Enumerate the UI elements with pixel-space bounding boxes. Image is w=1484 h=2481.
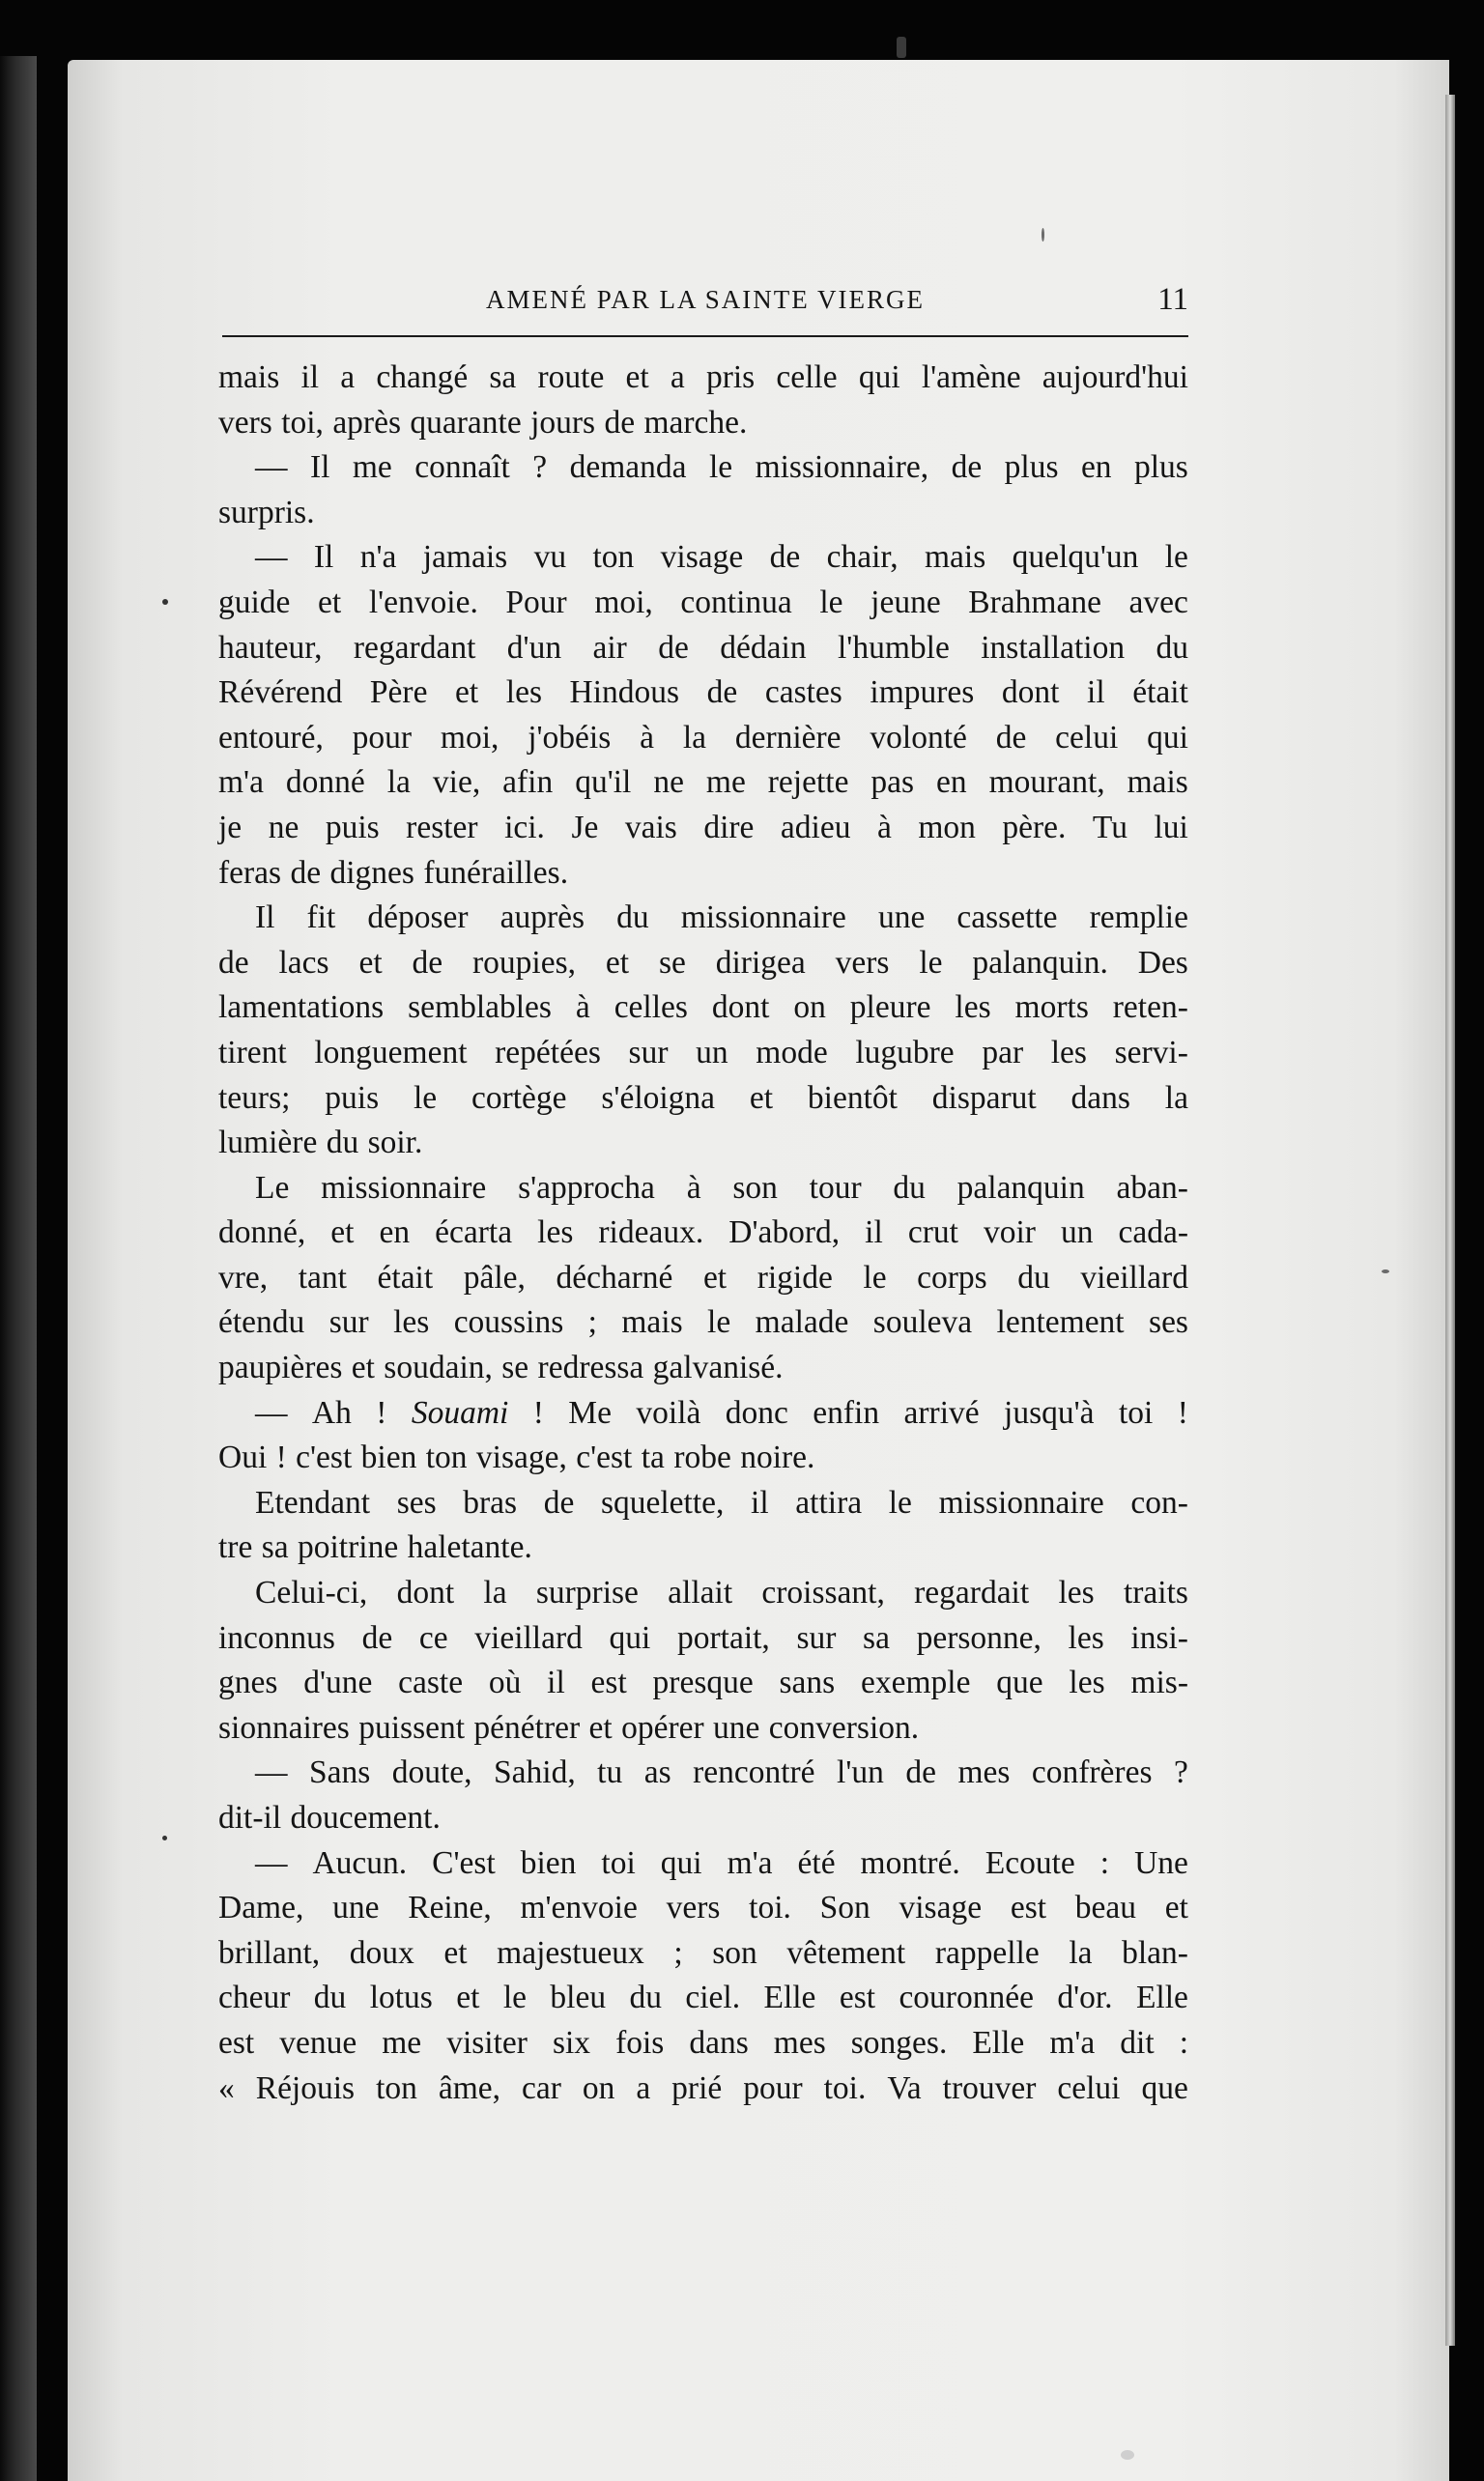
- text-line: — Aucun. C'est bien toi qui m'a été montré. Ecoute : Une: [255, 1844, 1188, 1881]
- text-line: dit-il doucement.: [218, 1800, 441, 1836]
- scan-speck: [1382, 1269, 1389, 1273]
- text-line: Le missionnaire s'approcha à son tour du palanquin aban-: [255, 1169, 1188, 1206]
- text-line: Révérend Père et les Hindous de castes impures dont il était: [218, 674, 1188, 711]
- text-line: Etendant ses bras de squelette, il attira le missionnaire con-: [255, 1484, 1188, 1521]
- running-title: AMENÉ PAR LA SAINTE VIERGE: [485, 285, 926, 314]
- text-line: hauteur, regardant d'un air de dédain l'humble installation du: [218, 629, 1188, 666]
- text-line: tre sa poitrine haletante.: [218, 1529, 532, 1566]
- text-line: Dame, une Reine, m'envoie vers toi. Son visage est beau et: [218, 1890, 1188, 1926]
- page-number: 11: [1157, 282, 1188, 317]
- text-line: brillant, doux et majestueux ; son vêtement rappelle la blan-: [218, 1934, 1188, 1971]
- text-line: guide et l'envoie. Pour moi, continua le jeune Brahmane avec: [218, 584, 1188, 620]
- text-line: vre, tant était pâle, décharné et rigide le corps du vieillard: [218, 1259, 1188, 1296]
- text-line: m'a donné la vie, afin qu'il ne me rejette pas en mourant, mais: [218, 764, 1188, 801]
- book-binding-edge: [0, 56, 37, 2481]
- text-line: gnes d'une caste où il est presque sans exemple que les mis-: [218, 1665, 1188, 1701]
- scan-mark: [897, 37, 906, 58]
- text-line: tirent longuement repétées sur un mode lugubre par les servi-: [218, 1034, 1188, 1070]
- scan-speck: [1121, 2450, 1134, 2460]
- body-text: [218, 356, 1188, 2111]
- text-line: — Ah ! Souami ! Me voilà donc enfin arrivé jusqu'à toi !: [255, 1394, 1188, 1431]
- text-line: lumière du soir.: [218, 1125, 423, 1161]
- text-line: — Il me connaît ? demanda le missionnaire, de plus en plus: [255, 449, 1188, 486]
- text-line: mais il a changé sa route et a pris celle qui l'amène aujourd'hui: [218, 359, 1188, 395]
- text-line: cheur du lotus et le bleu du ciel. Elle est couronnée d'or. Elle: [218, 1980, 1188, 2016]
- text-line: étendu sur les coussins ; mais le malade souleva lentement ses: [218, 1304, 1188, 1341]
- text-line: paupières et soudain, se redressa galvanisé.: [218, 1350, 784, 1386]
- text-line: Celui-ci, dont la surprise allait croissant, regardait les traits: [255, 1575, 1188, 1611]
- scan-speck: [162, 599, 168, 605]
- text-line: surpris.: [218, 494, 315, 530]
- text-line: sionnaires puissent pénétrer et opérer une conversion.: [218, 1709, 920, 1746]
- text-line: donné, et en écarta les rideaux. D'abord, il crut voir un cada-: [218, 1214, 1188, 1251]
- text-line: entouré, pour moi, j'obéis à la dernière volonté de celui qui: [218, 719, 1188, 756]
- text-line: inconnus de ce vieillard qui portait, sur sa personne, les insi-: [218, 1619, 1188, 1656]
- text-line: Il fit déposer auprès du missionnaire une cassette remplie: [255, 899, 1188, 936]
- header-rule: [222, 335, 1188, 337]
- text-line: Oui ! c'est bien ton visage, c'est ta robe noire.: [218, 1440, 815, 1476]
- text-line: — Sans doute, Sahid, tu as rencontré l'un de mes confrères ?: [255, 1754, 1188, 1791]
- text-line: lamentations semblables à celles dont on pleure les morts reten-: [218, 989, 1188, 1026]
- text-line: teurs; puis le cortège s'éloigna et bientôt disparut dans la: [218, 1079, 1188, 1116]
- text-line: « Réjouis ton âme, car on a prié pour toi. Va trouver celui que: [218, 2069, 1188, 2106]
- running-head: [222, 280, 1188, 328]
- text-line: de lacs et de roupies, et se dirigea vers le palanquin. Des: [218, 944, 1188, 981]
- text-line: est venue me visiter six fois dans mes songes. Elle m'a dit :: [218, 2024, 1188, 2061]
- scan-speck: [162, 1836, 167, 1840]
- scan-speck: [1042, 228, 1044, 242]
- text-line: je ne puis rester ici. Je vais dire adieu à mon père. Tu lui: [218, 809, 1188, 845]
- page-fore-edge: [1445, 95, 1455, 2346]
- text-line: — Il n'a jamais vu ton visage de chair, mais quelqu'un le: [255, 539, 1188, 576]
- text-line: feras de dignes funérailles.: [218, 854, 569, 891]
- text-line: vers toi, après quarante jours de marche.: [218, 404, 748, 441]
